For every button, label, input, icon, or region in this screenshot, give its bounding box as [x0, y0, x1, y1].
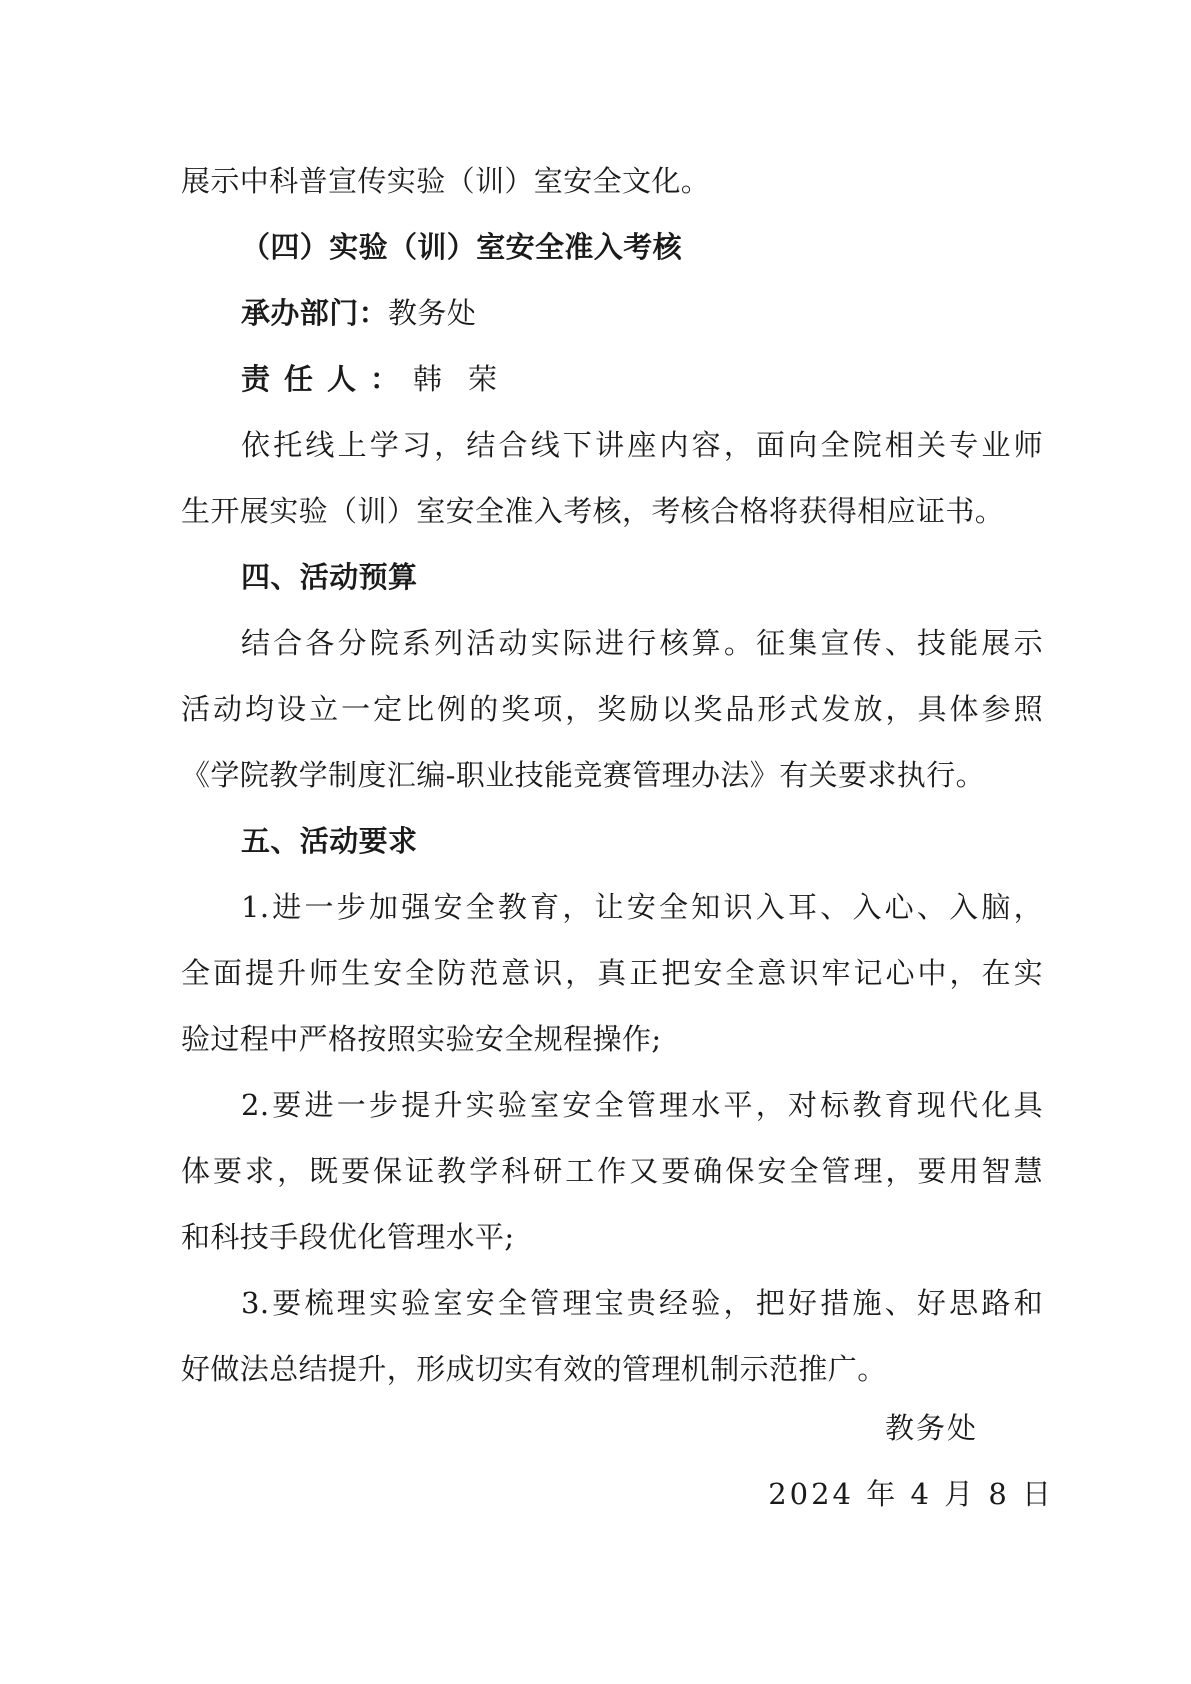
list-item-line: 好做法总结提升，形成切实有效的管理机制示范推广。 [181, 1352, 887, 1386]
responsible-person-label: 责任人： [241, 362, 414, 396]
signature-organization: 教务处 [884, 1411, 978, 1445]
paragraph-line: 展示中科普宣传实验（训）室安全文化。 [181, 164, 711, 198]
list-item-line: 验过程中严格按照实验安全规程操作; [181, 1022, 662, 1056]
section-heading-lab-access-exam: （四）实验（训）室安全准入考核 [241, 230, 683, 264]
document-body [181, 148, 1043, 1402]
paragraph-line: 结合各分院系列活动实际进行核算。征集宣传、技能展示 [241, 626, 1043, 660]
list-item-line: 3.要梳理实验室安全管理宝贵经验，把好措施、好思路和 [241, 1286, 1043, 1320]
paragraph-line: 活动均设立一定比例的奖项，奖励以奖品形式发放，具体参照 [181, 692, 1043, 726]
responsible-person-value: 韩荣 [413, 362, 524, 396]
section-heading-requirements: 五、活动要求 [241, 824, 418, 858]
list-item-line: 1.进一步加强安全教育，让安全知识入耳、入心、入脑， [241, 890, 1043, 924]
paragraph-line: 生开展实验（训）室安全准入考核，考核合格将获得相应证书。 [181, 494, 1005, 528]
paragraph-line: 《学院教学制度汇编-职业技能竞赛管理办法》有关要求执行。 [181, 758, 985, 792]
organizer-row [181, 280, 1043, 346]
paragraph-line: 依托线上学习，结合线下讲座内容，面向全院相关专业师 [241, 428, 1043, 462]
section-heading-budget: 四、活动预算 [241, 560, 418, 594]
list-item-line: 体要求，既要保证教学科研工作又要确保安全管理，要用智慧 [181, 1154, 1043, 1188]
organizer-label: 承办部门： [241, 296, 389, 330]
list-item-line: 和科技手段优化管理水平; [181, 1220, 515, 1254]
list-item-line: 全面提升师生安全防范意识，真正把安全意识牢记心中，在实 [181, 956, 1043, 990]
list-item-line: 2.要进一步提升实验室安全管理水平，对标教育现代化具 [241, 1088, 1043, 1122]
responsible-person-row [181, 346, 1043, 412]
organizer-value: 教务处 [388, 296, 477, 330]
signature-date: 2024 年 4 月 8 日 [768, 1477, 1054, 1511]
